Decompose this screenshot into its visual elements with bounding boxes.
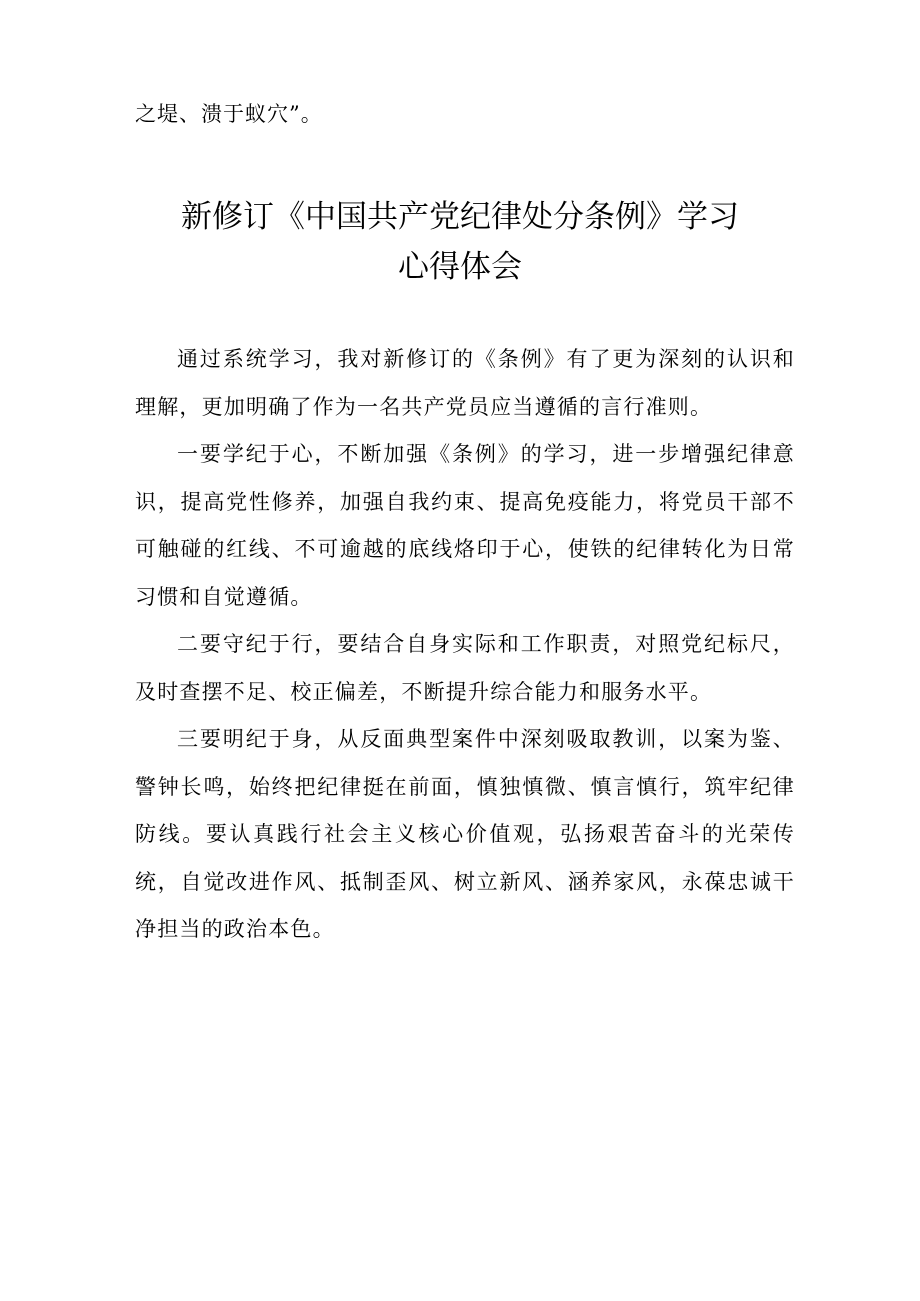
document-body xyxy=(135,336,795,954)
paragraph-point-2: 二要守纪于行，要结合自身实际和工作职责，对照党纪标尺，及时查摆不足、校正偏差，不断提升综合能力和服务水平。 xyxy=(135,632,795,704)
title-line-2: 心得体会 xyxy=(398,249,522,285)
continued-text-line: 之堤、溃于蚁穴”。 xyxy=(135,102,323,126)
paragraph-point-1: 一要学纪于心，不断加强《条例》的学习，进一步增强纪律意识，提高党性修养，加强自我约束、提高免疫能力，将党员干部不可触碰的红线、不可逾越的底线烙印于心，使铁的纪律转化为日常习惯和自觉遵循。 xyxy=(135,442,795,609)
title-line-1: 新修订《中国共产党纪律处分条例》学习 xyxy=(181,199,739,235)
paragraph-intro: 通过系统学习，我对新修订的《条例》有了更为深刻的认识和理解，更加明确了作为一名共产党员应当遵循的言行准则。 xyxy=(135,347,795,419)
paragraph-point-3: 三要明纪于身，从反面典型案件中深刻吸取教训，以案为鉴、警钟长鸣，始终把纪律挺在前面，慎独慎微、慎言慎行，筑牢纪律防线。要认真践行社会主义核心价值观，弘扬艰苦奋斗的光荣传统，自觉改进作风、抵制歪风、树立新风、涵养家风，永葆忠诚干净担当的政治本色。 xyxy=(135,727,795,941)
document-title xyxy=(110,192,810,292)
